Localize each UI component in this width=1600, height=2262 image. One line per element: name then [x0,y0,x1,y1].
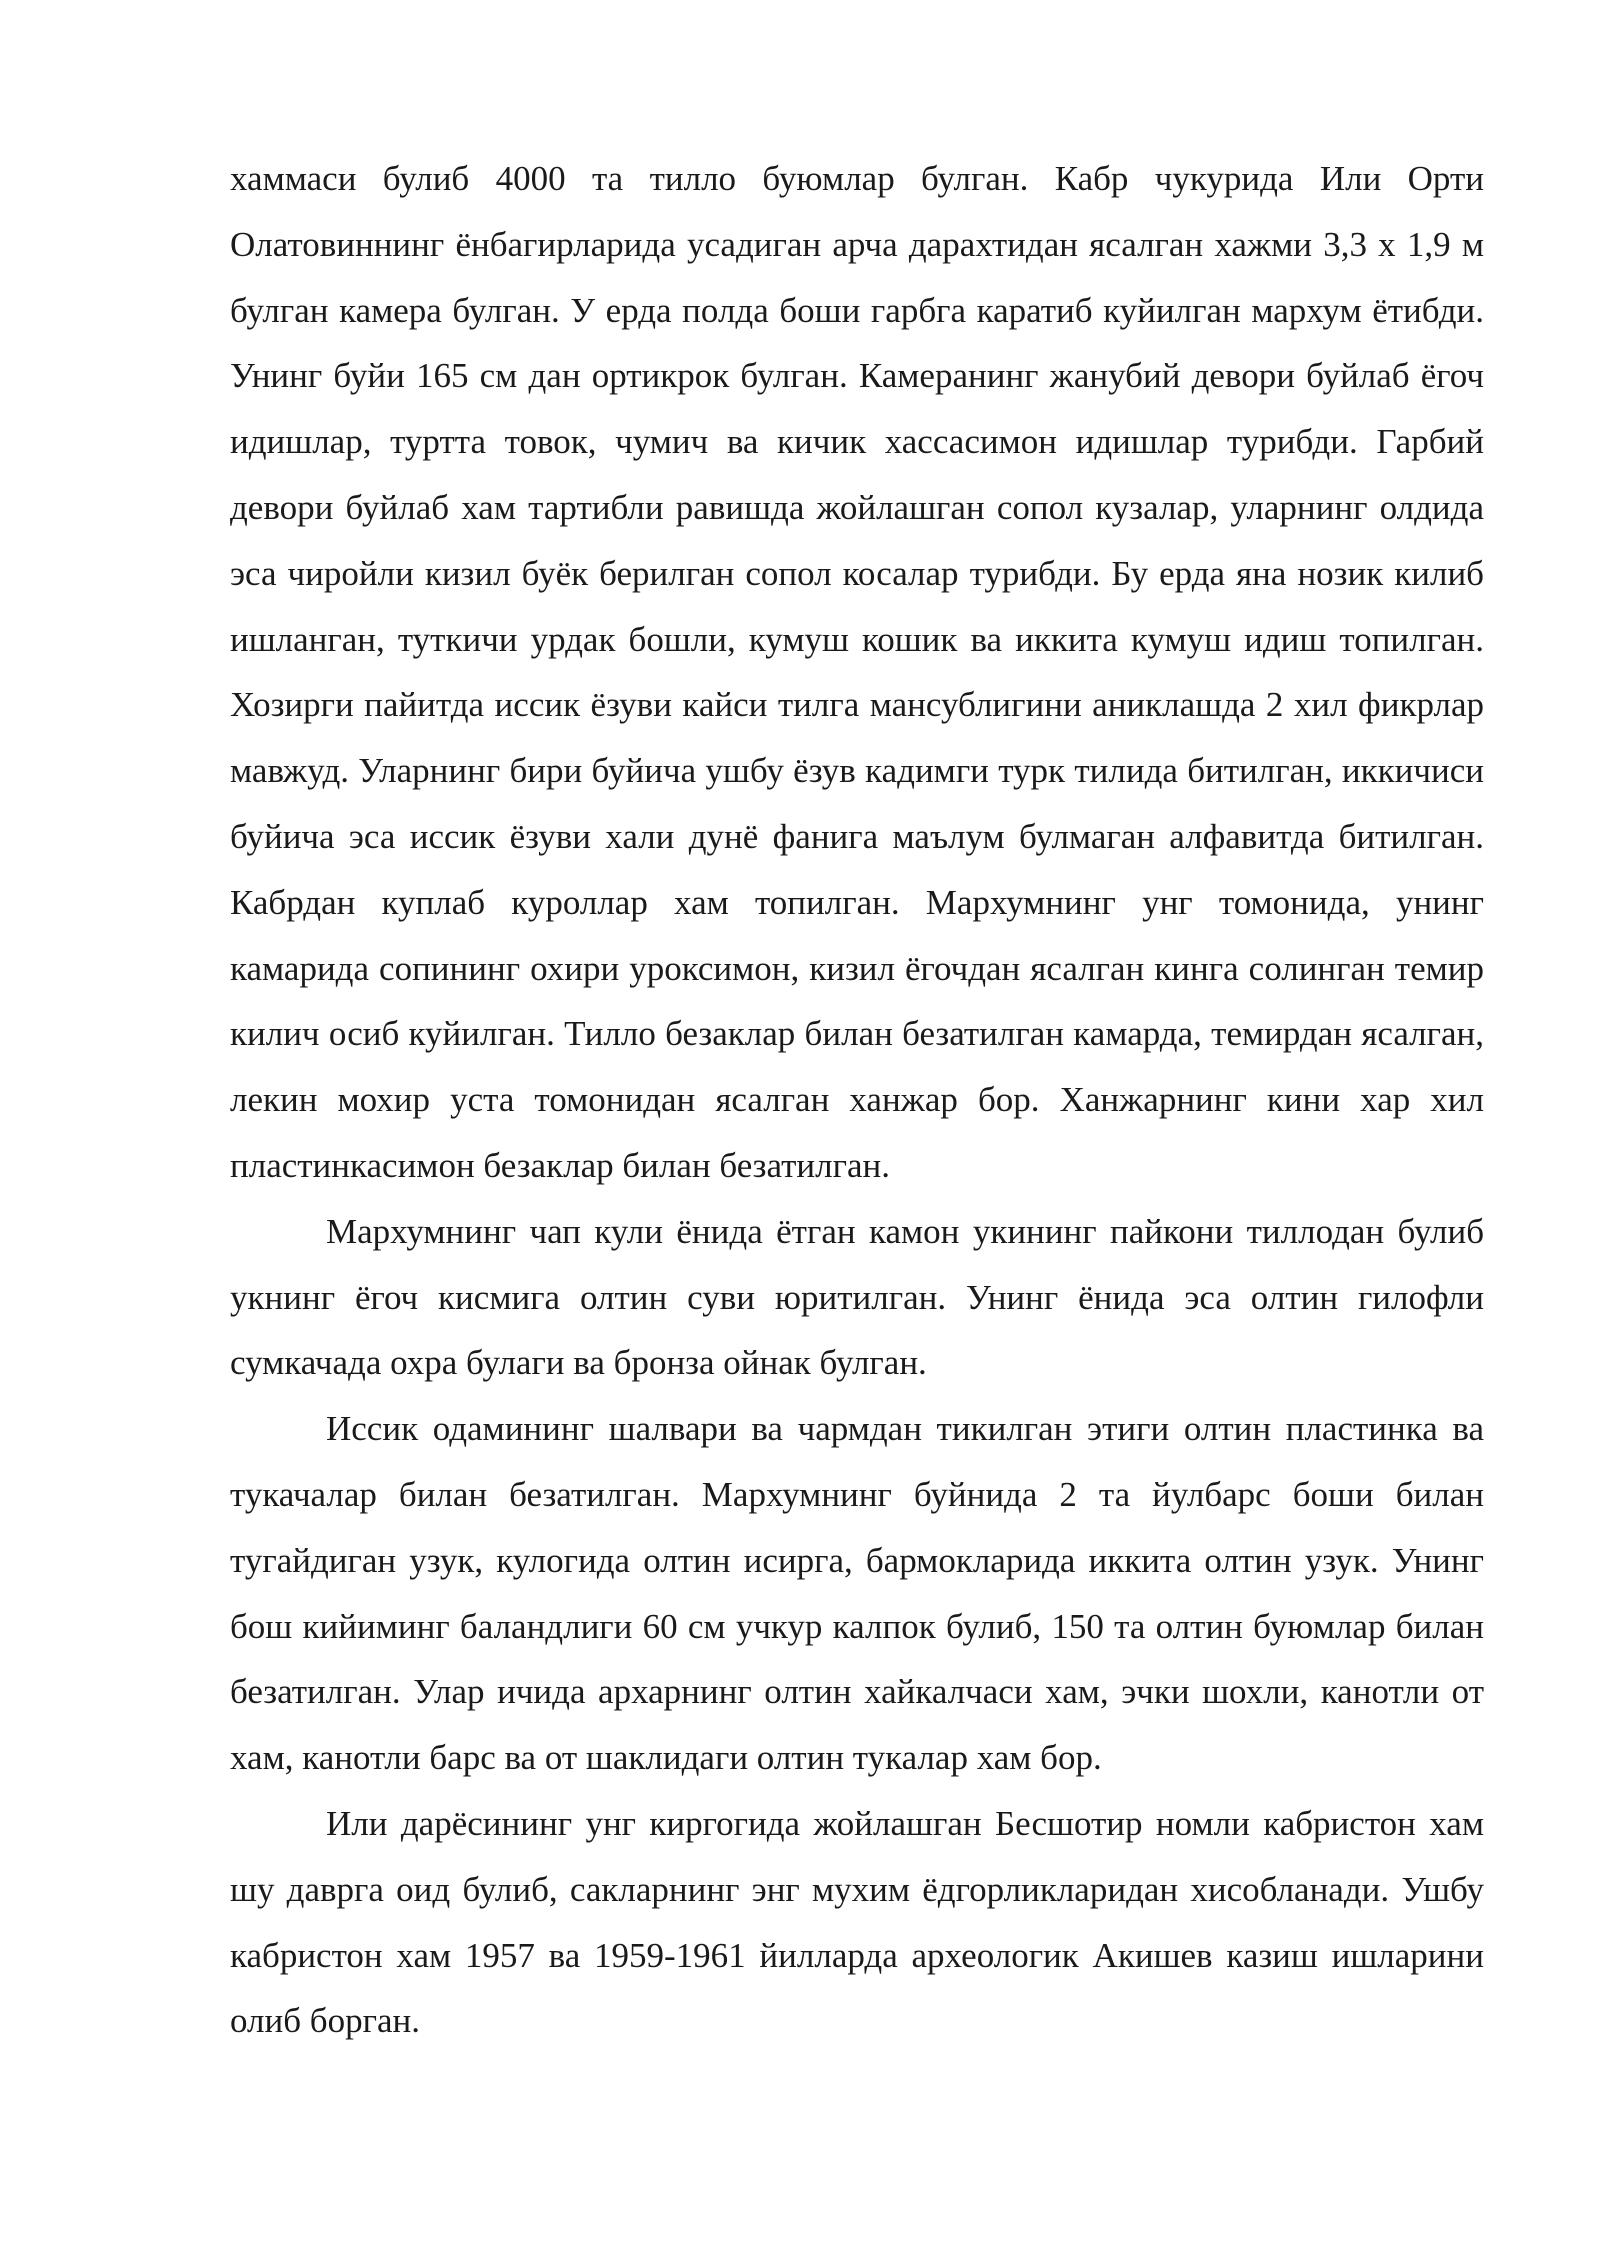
paragraph-1: хаммаси булиб 4000 та тилло буюмлар булган. Кабр чукурида Или Орти Олатовиннинг ёнбагирларида усадиган арча дарахтидан ясалган хажми 3,3 х 1,9 м булган камера булган. У ерда полда боши гарбга каратиб куйилган мархум ётибди. Унинг буйи 165 см дан ортикрок булган. Камеранинг жанубий девори буйлаб ёгоч идишлар, туртта товок, чумич ва кичик хассасимон идишлар турибди. Гарбий девори буйлаб хам тартибли равишда жойлашган сопол кузалар, уларнинг олдида эса чиройли кизил буёк берилган сопол косалар турибди. Бу ерда яна нозик килиб ишланган, туткичи урдак бошли, кумуш кошик ва иккита кумуш идиш топилган. Хозирги пайитда иссик ёзуви кайси тилга мансублигини аниклашда 2 хил фикрлар мавжуд. Уларнинг бири буйича ушбу ёзув кадимги турк тилида битилган, иккичиси буйича эса иссик ёзуви хали дунё фанига маълум булмаган алфавитда битилган. Кабрдан куплаб куроллар хам топилган. Мархумнинг унг томонида, унинг камарида сопининг охири уроксимон, кизил ёгочдан ясалган кинга солинган темир килич осиб куйилган. Тилло безаклар билан безатилган камарда, темирдан ясалган, лекин мохир уста томонидан ясалган ханжар бор. Ханжарнинг кини хар хил пластинкасимон безаклар билан безатилган. [230,159,1484,1185]
document-body [230,146,1484,2054]
paragraph-4: Или дарёсининг унг киргогида жойлашган Бесшотир номли кабристон хам шу даврга оид булиб, сакларнинг энг мухим ёдгорликларидан хисобланади. Ушбу кабристон хам 1957 ва 1959-1961 йилларда археологик Акишев казиш ишларини олиб борган. [230,1803,1484,2041]
paragraph-3: Иссик одамининг шалвари ва чармдан тикилган этиги олтин пластинка ва тукачалар билан безатилган. Мархумнинг буйнида 2 та йулбарс боши билан тугайдиган узук, кулогида олтин исирга, бармокларида иккита олтин узук. Унинг бош кийиминг баландлиги 60 см учкур калпок булиб, 150 та олтин буюмлар билан безатилган. Улар ичида архарнинг олтин хайкалчаси хам, эчки шохли, канотли от хам, канотли барс ва от шаклидаги олтин тукалар хам бор. [230,1409,1484,1778]
paragraph-2: Мархумнинг чап кули ёнида ётган камон укининг пайкони тиллодан булиб укнинг ёгоч кисмига олтин суви юритилган. Унинг ёнида эса олтин гилофли сумкачада охра булаги ва бронза ойнак булган. [230,1211,1484,1383]
